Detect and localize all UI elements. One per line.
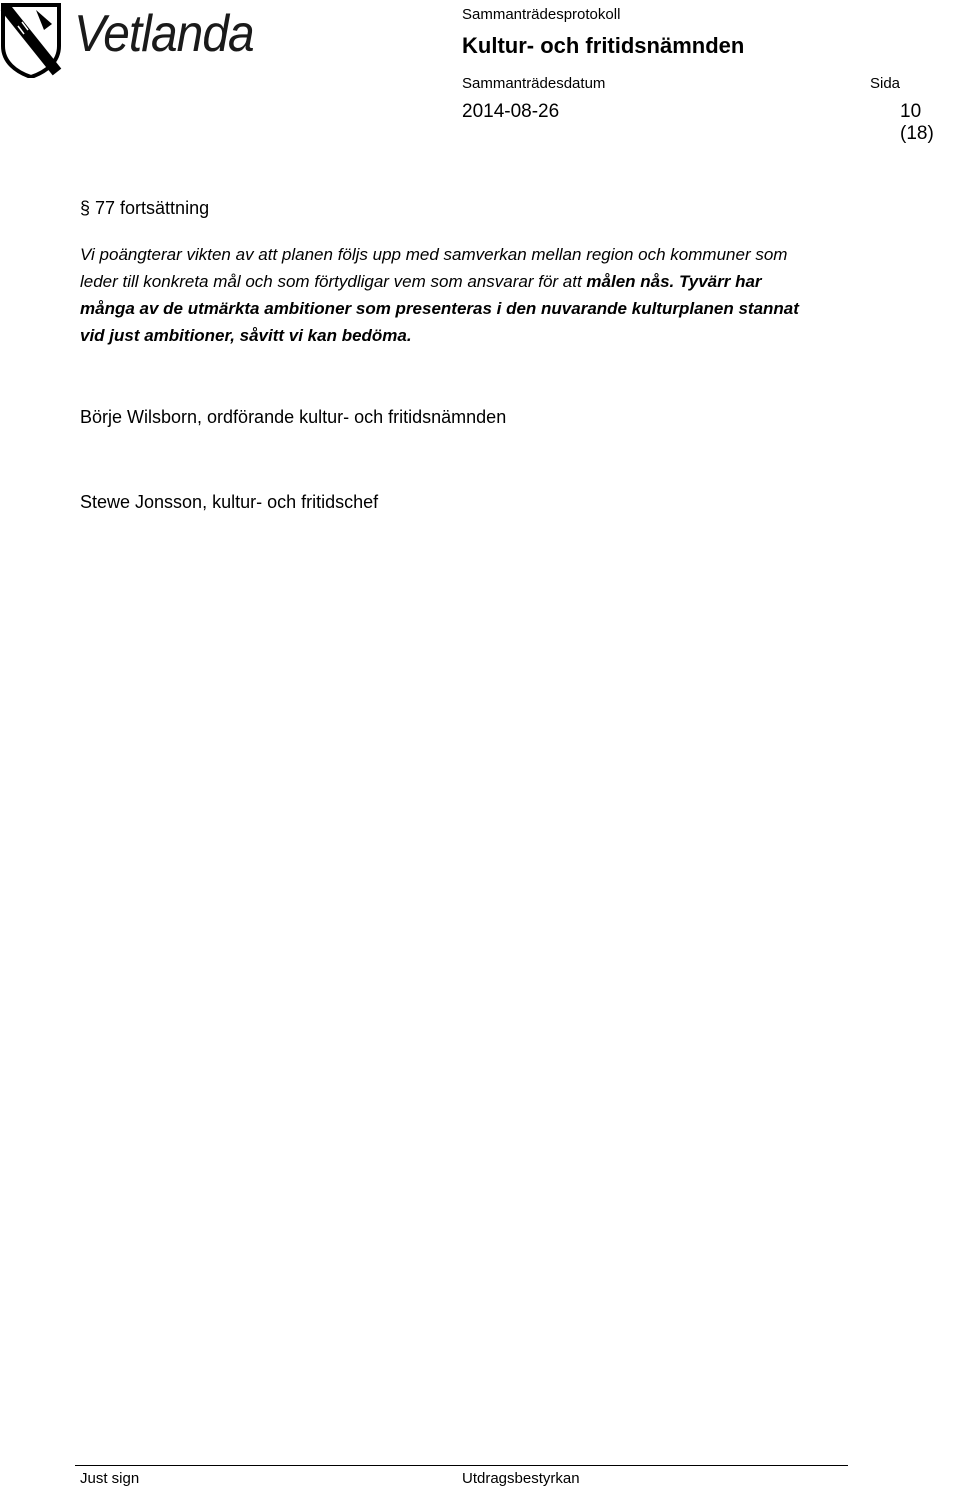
statement-text-italic: Vi poängterar vikten av att planen följs upp med samverkan mellan region och kommuner som leder till konkreta mål och som förtydligar vem som ansvarar för att	[80, 245, 788, 291]
meeting-date-value: 2014-08-26	[462, 101, 560, 122]
footer-divider	[75, 1465, 848, 1466]
footer-just-sign: Just sign	[80, 1470, 140, 1487]
meeting-date-label: Sammanträdesdatum	[462, 75, 606, 92]
signature-chief: Stewe Jonsson, kultur- och fritidschef	[80, 492, 379, 512]
statement-text-bold-italic: målen nås. Tyvärr har många av de utmärkta ambitioner som presenteras i den nuvarande kulturplanen stannat vid just ambitioner, såvitt vi kan bedöma.	[80, 272, 799, 345]
signature-chair: Börje Wilsborn, ordförande kultur- och fritidsnämnden	[80, 407, 507, 427]
section-title: § 77 fortsättning	[80, 198, 210, 218]
committee-name: Kultur- och fritidsnämnden	[462, 33, 745, 58]
page-number: 10 (18)	[900, 101, 934, 144]
vetlanda-logo-wordmark: Vetlanda	[74, 5, 254, 63]
footer-utdragsbestyrkan: Utdragsbestyrkan	[462, 1470, 580, 1487]
vetlanda-coat-of-arms-icon	[0, 2, 62, 78]
document-type: Sammanträdesprotokoll	[462, 6, 621, 23]
statement-paragraph	[80, 241, 800, 349]
page-label: Sida	[870, 75, 901, 92]
